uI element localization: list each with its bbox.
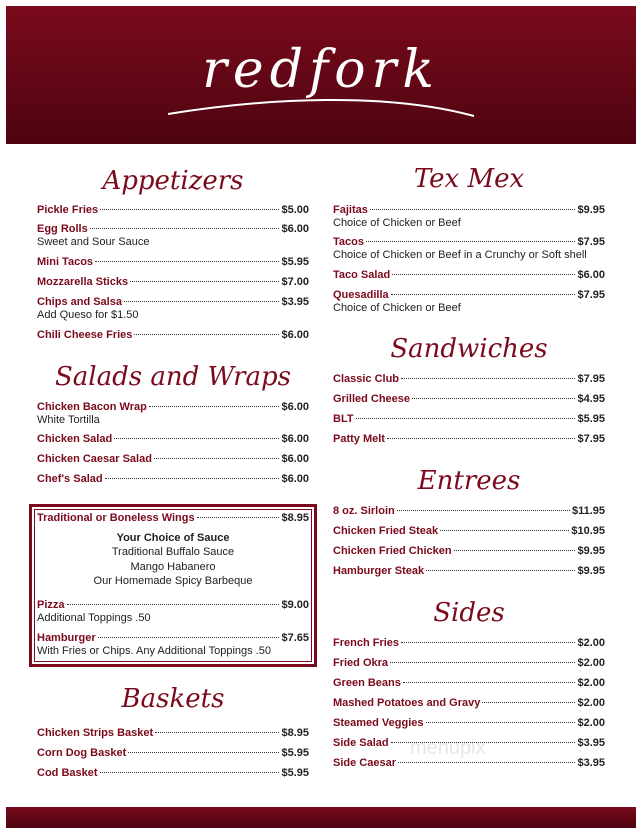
item-name: Chips and Salsa	[37, 296, 122, 308]
item-name: Cod Basket	[37, 767, 98, 779]
item-name: Hamburger Steak	[333, 565, 425, 577]
item-price: $7.65	[281, 632, 309, 644]
item-price: $6.00	[281, 473, 309, 485]
item-name: Side Caesar	[333, 757, 396, 769]
item-description: Choice of Chicken or Beef	[333, 302, 461, 314]
item-price: $9.95	[577, 204, 605, 216]
item-name: Chili Cheese Fries	[37, 329, 133, 341]
item-price: $3.95	[577, 737, 605, 749]
item-name: Chef's Salad	[37, 473, 103, 485]
item-price: $6.00	[281, 433, 309, 445]
menu-item	[37, 767, 309, 780]
menu-item	[37, 276, 309, 289]
item-name: Hamburger	[37, 632, 96, 644]
item-price: $7.95	[577, 433, 605, 445]
menu-item	[37, 329, 309, 342]
item-price: $9.00	[281, 599, 309, 611]
menu-item	[37, 473, 309, 486]
section-title-appetizers: Appetizers	[102, 166, 244, 196]
item-price: $10.95	[571, 525, 605, 537]
menu-item	[333, 525, 605, 538]
menu-item	[333, 697, 605, 710]
menu-item	[37, 727, 309, 740]
item-price: $7.95	[577, 373, 605, 385]
item-description: With Fries or Chips. Any Additional Toppings .50	[37, 645, 271, 657]
item-price: $5.95	[577, 413, 605, 425]
item-price: $7.95	[577, 236, 605, 248]
item-price: $5.95	[281, 767, 309, 779]
item-name: Mini Tacos	[37, 256, 94, 268]
item-name: Chicken Strips Basket	[37, 727, 154, 739]
menu-item	[333, 269, 605, 282]
item-price: $11.95	[571, 505, 605, 517]
item-price: $9.95	[577, 565, 605, 577]
item-price: $5.95	[281, 256, 309, 268]
item-name: Pickle Fries	[37, 204, 99, 216]
item-description: White Tortilla	[37, 414, 100, 426]
item-price: $4.95	[577, 393, 605, 405]
item-description: Choice of Chicken or Beef	[333, 217, 461, 229]
menu-item	[333, 393, 605, 406]
menu-item	[333, 565, 605, 578]
item-name: Side Salad	[333, 737, 389, 749]
item-name: Pizza	[37, 599, 65, 611]
item-price: $2.00	[577, 717, 605, 729]
menu-item	[333, 657, 605, 670]
menu-item	[37, 256, 309, 269]
menu-item	[37, 204, 309, 217]
item-price: $2.00	[577, 657, 605, 669]
item-name: Mozzarella Sticks	[37, 276, 129, 288]
section-title-texmex: Tex Mex	[413, 164, 525, 194]
item-name: Fried Okra	[333, 657, 389, 669]
menu-item	[333, 717, 605, 730]
item-name: Fajitas	[333, 204, 368, 216]
item-name: Chicken Salad	[37, 433, 113, 445]
menu-item	[333, 413, 605, 426]
watermark: menupix	[410, 737, 486, 759]
item-name: French Fries	[333, 637, 400, 649]
logo	[6, 6, 636, 144]
section-title-sandwiches: Sandwiches	[390, 334, 548, 364]
sauce-option: Traditional Buffalo Sauce	[111, 546, 235, 558]
item-price: $7.95	[577, 289, 605, 301]
item-name: Grilled Cheese	[333, 393, 411, 405]
item-price: $3.95	[281, 296, 309, 308]
item-price: $7.00	[281, 276, 309, 288]
item-price: $8.95	[281, 727, 309, 739]
item-name: Quesadilla	[333, 289, 389, 301]
menu-item	[37, 401, 309, 427]
item-price: $3.95	[577, 757, 605, 769]
menu-item	[37, 512, 309, 525]
header-banner	[6, 6, 636, 144]
item-name: Mashed Potatoes and Gravy	[333, 697, 481, 709]
menu-item	[37, 296, 309, 322]
item-description: Choice of Chicken or Beef in a Crunchy or Soft shell	[333, 249, 587, 261]
item-name: Chicken Fried Steak	[333, 525, 439, 537]
menu-item	[37, 433, 309, 446]
item-name: Classic Club	[333, 373, 400, 385]
item-name: Corn Dog Basket	[37, 747, 127, 759]
item-price: $6.00	[281, 401, 309, 413]
menu-item	[37, 747, 309, 760]
item-name: 8 oz. Sirloin	[333, 505, 395, 517]
item-price: $2.00	[577, 697, 605, 709]
item-price: $2.00	[577, 677, 605, 689]
item-price: $2.00	[577, 637, 605, 649]
item-price: $9.95	[577, 545, 605, 557]
item-name: Chicken Fried Chicken	[333, 545, 452, 557]
menu-item	[333, 289, 605, 315]
menu-item	[333, 373, 605, 386]
menu-item	[333, 433, 605, 446]
item-price: $5.95	[281, 747, 309, 759]
item-description: Additional Toppings .50	[37, 612, 151, 624]
item-name: Egg Rolls	[37, 223, 88, 235]
footer-bar	[6, 807, 636, 828]
section-title-sides: Sides	[433, 598, 505, 628]
item-name: Tacos	[333, 236, 364, 248]
menu-item	[333, 545, 605, 558]
menu-item	[333, 236, 605, 262]
menu-item	[333, 637, 605, 650]
menu-item	[333, 204, 605, 230]
menu-item	[37, 223, 309, 249]
item-description: Add Queso for $1.50	[37, 309, 139, 321]
item-name: Traditional or Boneless Wings	[37, 512, 195, 524]
item-name: Patty Melt	[333, 433, 385, 445]
item-price: $6.00	[577, 269, 605, 281]
section-title-salads: Salads and Wraps	[54, 362, 291, 392]
logo-text: redfork	[202, 40, 440, 100]
sauce-option: Our Homemade Spicy Barbeque	[93, 575, 253, 587]
section-title-baskets: Baskets	[121, 684, 225, 714]
item-description: Sweet and Sour Sauce	[37, 236, 150, 248]
logo-swoosh-icon	[6, 6, 636, 144]
item-price: $6.00	[281, 223, 309, 235]
item-name: Steamed Veggies	[333, 717, 424, 729]
menu-item	[333, 505, 605, 518]
section-title-entrees: Entrees	[417, 466, 521, 496]
item-name: Chicken Bacon Wrap	[37, 401, 147, 413]
item-name: BLT	[333, 413, 354, 425]
sauce-option: Mango Habanero	[130, 561, 216, 573]
item-price: $6.00	[281, 329, 309, 341]
menu-item	[37, 453, 309, 466]
item-name: Green Beans	[333, 677, 401, 689]
item-name: Chicken Caesar Salad	[37, 453, 152, 465]
menu-item	[37, 599, 309, 625]
item-price: $8.95	[281, 512, 309, 524]
sauce-heading: Your Choice of Sauce	[116, 532, 230, 544]
menu-item	[37, 632, 309, 658]
item-name: Taco Salad	[333, 269, 391, 281]
item-price: $6.00	[281, 453, 309, 465]
menu-item	[333, 677, 605, 690]
item-price: $5.00	[281, 204, 309, 216]
